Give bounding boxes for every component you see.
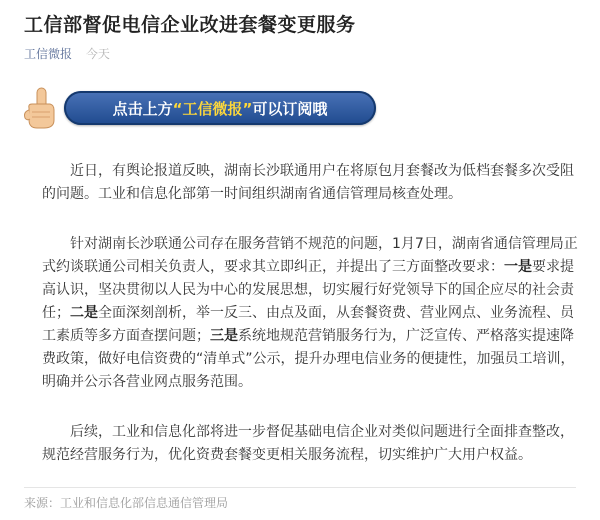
paragraph-1-text: 近日，有舆论报道反映，湖南长沙联通用户在将原包月套餐改为低档套餐多次受阻的问题。工业和信息化部第一时间组织湖南省通信管理局核查处理。 — [42, 163, 574, 202]
paragraph-2-second-label: 二是 — [70, 305, 98, 321]
paragraph-2-first-label: 一是 — [504, 259, 532, 275]
paragraph-1 — [42, 160, 578, 206]
paragraph-2-second: 全面深刻剖析，举一反三、由点及面，从套餐资费、营业网点、业务流程、员工素质等多方面查摆问题； — [42, 305, 574, 344]
subscribe-button[interactable] — [64, 91, 376, 125]
banner-text-before: 点击上方 — [112, 99, 173, 118]
article-title: 工信部督促电信企业改进套餐变更服务 — [24, 14, 356, 36]
banner-highlight: “工信微报” — [172, 99, 253, 118]
paragraph-3-text: 后续，工业和信息化部将进一步督促基础电信企业对类似问题进行全面排查整改，规范经营服务行为，优化资费套餐变更相关服务流程，切实维护广大用户权益。 — [42, 424, 574, 463]
subscribe-banner[interactable] — [20, 86, 380, 130]
account-name-link[interactable]: 工信微报 — [24, 47, 73, 61]
footer-divider — [24, 487, 576, 488]
paragraph-2 — [42, 233, 578, 394]
paragraph-3 — [42, 421, 578, 467]
paragraph-2-first: 要求提高认识，坚决贯彻以人民为中心的发展思想，切实履行好党领导下的国企应尽的社会责任； — [42, 259, 574, 321]
publish-time: 今天 — [85, 47, 110, 61]
source-text: 来源：工业和信息化部信息通信管理局 — [24, 496, 229, 510]
paragraph-2-third-label: 三是 — [210, 328, 238, 344]
article-meta — [24, 45, 110, 62]
paragraph-2-third: 系统地规范营销服务行为，广泛宣传、严格落实提速降费政策，做好电信资费的“清单式”公示，提升办理电信业务的便捷性，加强员工培训，明确并公示各营业网点服务范围。 — [42, 328, 575, 390]
paragraph-2-intro: 针对湖南长沙联通公司存在服务营销不规范的问题，1月7日，湖南省通信管理局正式约谈联通公司相关负责人，要求其立即纠正，并提出了三方面整改要求： — [42, 236, 578, 275]
banner-text-after: 可以订阅哦 — [252, 99, 328, 118]
pointing-finger-icon — [20, 86, 60, 130]
